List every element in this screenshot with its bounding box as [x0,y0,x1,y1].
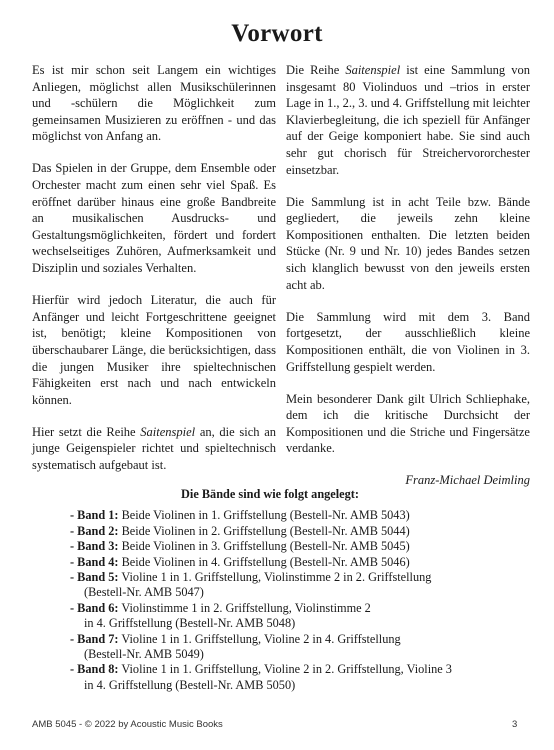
band-description: Violinstimme 1 in 2. Griffstellung, Violinstimme 2 [118,600,371,615]
band-entry [70,555,500,570]
band-description: Violine 1 in 1. Griffstellung, Violine 2 in 4. Griffstellung [118,631,401,646]
band-entry [70,632,500,647]
band-label: - Band 4: [70,554,119,569]
band-description: Beide Violinen in 3. Griffstellung (Bestell-Nr. AMB 5045) [118,539,410,554]
paragraph: Das Spielen in der Gruppe, dem Ensemble oder Orchester macht zum einen sehr viel Spaß. Es eröffnet darüber hinaus eine große Bandbreite an musikalischen Ausdrucks- und Gestaltungsmöglichkeiten, fördert und fordert wechselseitiges Zuhören, Aufmerksamkeit und Disziplin und soziales Verhalten. [32,161,276,276]
text-run: Die Reihe [286,63,346,77]
band-description-continued: in 4. Griffstellung (Bestell-Nr. AMB 5050) [84,677,296,692]
band-entry [70,508,500,523]
band-description: Violine 1 in 1. Griffstellung, Violine 2 in 2. Griffstellung, Violine 3 [118,662,452,677]
band-description: Beide Violinen in 1. Griffstellung (Bestell-Nr. AMB 5043) [118,508,410,523]
text-run: Hier setzt die Reihe [32,424,141,439]
band-description: Beide Violinen in 4. Griffstellung (Bestell-Nr. AMB 5046) [118,554,410,569]
band-label: - Band 2: [70,523,119,538]
band-list-heading: Die Bände sind wie folgt angelegt: [181,487,359,501]
band-description: Violine 1 in 1. Griffstellung, Violinstimme 2 in 2. Griffstellung [118,570,432,585]
band-description-continued: (Bestell-Nr. AMB 5047) [84,585,204,600]
band-label: - Band 8: [70,662,119,677]
paragraph: Die Sammlung ist in acht Teile bzw. Bände gegliedert, die jeweils zehn kleine Kompositionen enthalten. Die letzten beiden Stücke (Nr. 9 und Nr. 10) jedes Bandes setzen sich klanglich bewusst von den jeweils ersten acht ab. [286,194,530,292]
band-label: - Band 3: [70,539,119,554]
paragraph: Hierfür wird jedoch Literatur, die auch für Anfänger und leicht Fortgeschrittene geeignet ist, benötigt; kleine Kompositionen von überschaubarer Länge, die berücksichtigen, dass die jungen Musiker ihre spieltechnischen Fähigkeiten erst nach und nach entwickeln können. [32,293,276,407]
band-label: - Band 1: [70,508,119,523]
band-label: - Band 6: [70,600,119,615]
paragraph: Mein besonderer Dank gilt Ulrich Schliephake, dem ich die kritische Durchsicht der Kompositionen und die Striche und Fingersätze verdanke. [286,391,530,456]
band-entry [70,539,500,554]
band-entry [70,524,500,539]
band-items [70,508,500,693]
left-column [32,62,276,489]
text-run: an, die sich an junge Geigenspieler richtet und spieltechnisch systematisch aufgebaut ist. [32,424,276,472]
band-description: Beide Violinen in 2. Griffstellung (Bestell-Nr. AMB 5044) [118,523,410,538]
footer-imprint: AMB 5045 - © 2022 by Acoustic Music Books [32,719,223,730]
band-description-continued: in 4. Griffstellung (Bestell-Nr. AMB 5048) [84,616,296,631]
page-number: 3 [512,719,518,730]
band-description-continued: (Bestell-Nr. AMB 5049) [84,647,204,662]
band-label: - Band 7: [70,631,119,646]
band-label: - Band 5: [70,570,119,585]
right-column [286,62,530,505]
paragraph [32,424,276,474]
band-entry [70,662,500,677]
series-title: Saitenspiel [140,424,196,439]
text-run: ist eine Sammlung von insgesamt 80 Violinduos und –trios in erster Lage in 1., 2., 3. und 4. Griffstellung mit leichter Klavierbegleitung, die ich speziell für Anfänger auf der Geige komponiert habe. Sie sind auch sehr gut chorisch für Streichervororchester einsetzbar. [286,63,530,177]
band-entry [70,570,500,585]
page-title: Vorwort [231,20,323,47]
paragraph: Die Sammlung wird mit dem 3. Band fortgesetzt, der ausschließlich kleine Kompositionen enthält, die von Violinen in 3. Griffstellung gespielt werden. [286,309,530,374]
band-entry [70,601,500,616]
paragraph [286,62,530,178]
paragraph: Es ist mir schon seit Langem ein wichtiges Anliegen, möglichst allen Musikschülerinnen und -schülern die Möglichkeit zum gemeinsamen Musizieren zu eröffnen - und das möglichst von Anfang an. [32,63,276,144]
band-list [70,487,500,693]
series-title: Saitenspiel [345,63,401,77]
author-signature: Franz-Michael Deimling [405,473,530,488]
